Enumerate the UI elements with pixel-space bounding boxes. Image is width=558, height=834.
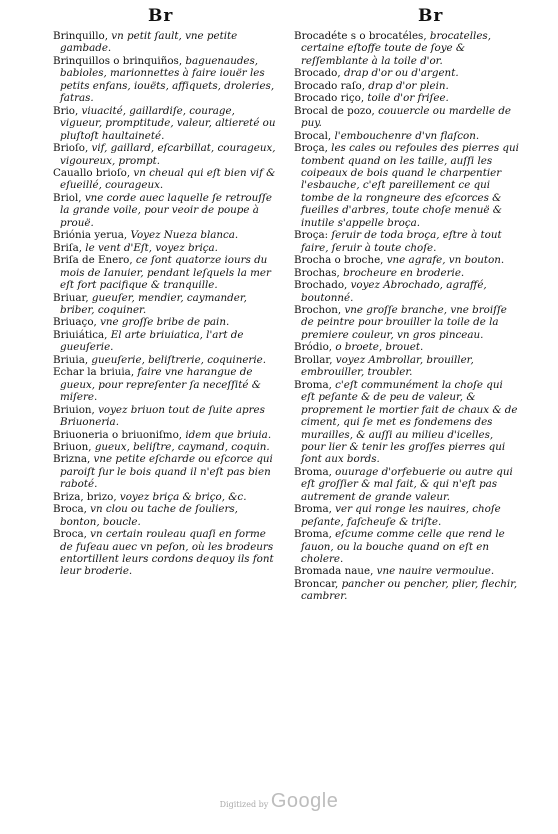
dictionary-entry bbox=[53, 229, 277, 241]
dictionary-entry bbox=[294, 565, 520, 577]
entry-definition: voyez briça & briço, &c. bbox=[119, 490, 247, 503]
entry-definition: c'eſt communément la choſe qui eſt peſante & de peu de valeur, & proprement le mortier fait de chaux & de ciment, qui ſe met es fondemens des murailles, & auſſi au milieu d'icelles, pour lier & tenir les groſſes pierres qui ſont aux bords. bbox=[301, 378, 518, 466]
entry-headword: Brocha o broche, bbox=[294, 254, 384, 267]
entry-headword: Brocado riço, bbox=[294, 92, 365, 105]
dictionary-entry bbox=[294, 354, 520, 379]
right-running-head: Br bbox=[418, 6, 444, 26]
entry-headword: Broma, bbox=[294, 528, 332, 541]
dictionary-entry bbox=[294, 105, 520, 130]
entry-headword: Brocadéte s o brocatéles, bbox=[294, 30, 427, 42]
left-running-head: Br bbox=[148, 6, 174, 26]
entry-definition: baguenaudes, babioles, marionnettes à faire iouër les petits enfans, iouëts, affiquets, droleries, fatras. bbox=[60, 54, 275, 105]
entry-headword: Brochas, bbox=[294, 266, 340, 279]
entry-headword: Briuia, bbox=[53, 353, 89, 366]
entry-headword: Briſa de Enero, bbox=[53, 254, 133, 267]
entry-definition: vne agrafe, vn bouton. bbox=[386, 254, 505, 267]
entry-headword: Broma, bbox=[294, 465, 332, 478]
dictionary-entry bbox=[53, 503, 277, 528]
entry-headword: Bromada naue, bbox=[294, 565, 374, 578]
entry-definition: brocheure en broderie. bbox=[343, 266, 465, 279]
entry-headword: Briuion, bbox=[53, 403, 95, 416]
entry-definition: voyez briuon tout de ſuite apres Briuoneria. bbox=[60, 403, 265, 429]
entry-definition: couuercle ou mardelle de puy. bbox=[301, 104, 512, 130]
entry-headword: Echar la briuia, bbox=[53, 366, 135, 379]
entry-headword: Briza, brizo, bbox=[53, 490, 117, 503]
dictionary-entry bbox=[53, 192, 277, 229]
entry-headword: Cauallo brioſo, bbox=[53, 166, 131, 179]
dictionary-entry bbox=[294, 80, 520, 92]
dictionary-entry bbox=[53, 242, 277, 254]
entry-headword: Broma, bbox=[294, 378, 332, 391]
entry-headword: Briuoneria o briuoniſmo, bbox=[53, 428, 183, 441]
entry-headword: Brocal de pozo, bbox=[294, 104, 375, 117]
dictionary-entry bbox=[53, 404, 277, 429]
entry-headword: Broncar, bbox=[294, 577, 339, 590]
entry-definition: vne petite eſcharde ou eſcorce qui paroiſt ſur le bois quand il n'eſt pas bien raboté. bbox=[60, 453, 273, 491]
dictionary-entry bbox=[294, 279, 520, 304]
entry-definition: ce ſont quatorze iours du mois de Ianuier, pendant leſquels la mer eſt fort pacifique & tranquille. bbox=[60, 254, 271, 292]
entry-headword: Bródio, bbox=[294, 341, 333, 354]
entry-headword: Brocado, bbox=[294, 67, 341, 80]
entry-definition: faire vne harangue de gueux, pour repreſenter ſa neceſſité & miſere. bbox=[60, 366, 261, 404]
entry-headword: Briuiática, bbox=[53, 328, 108, 341]
entry-headword: Brioſo, bbox=[53, 142, 89, 155]
entry-headword: Broma, bbox=[294, 503, 332, 516]
entry-headword: Brocal, bbox=[294, 129, 332, 142]
entry-definition: El arte briuiatica, l'art de gueuſerie. bbox=[60, 328, 244, 354]
entry-headword: Brizna, bbox=[53, 453, 91, 466]
entry-definition: ouurage d'orfebuerie ou autre qui eſt groſſier & mal fait, & qui n'eſt pas autrement de grande valeur. bbox=[301, 465, 513, 503]
entry-definition: gueuſer, mendier, caymander, briber, coquiner. bbox=[60, 291, 247, 316]
entry-definition: vn certain rouleau quaſi en forme de fuſeau auec vn peſon, où les brodeurs entortillent leurs cordons dequoy ils font leur broderie. bbox=[60, 528, 274, 578]
entry-definition: vne groſſe bribe de pain. bbox=[100, 316, 230, 329]
entry-definition: voyez Abrochado, agraffé, boutonné. bbox=[301, 279, 487, 304]
left-column bbox=[53, 30, 277, 578]
entry-definition: vn cheual qui eſt bien vif & eſueillé, courageux. bbox=[60, 166, 276, 192]
entry-definition: vne corde auec laquelle ſe retrouſſe la grande voile, pour veoir de poupe à prouë. bbox=[60, 191, 272, 229]
dictionary-entry bbox=[53, 429, 277, 441]
dictionary-entry bbox=[53, 55, 277, 105]
entry-definition: eſcume comme celle que rend le ſauon, ou la bouche quand on eſt en cholere. bbox=[301, 528, 505, 566]
dictionary-entry bbox=[294, 130, 520, 142]
entry-definition: ver qui ronge les nauires, choſe peſante, faſcheuſe & triſte. bbox=[301, 503, 501, 528]
dictionary-entry bbox=[294, 304, 520, 341]
digitized-label: Digitized by bbox=[219, 800, 269, 809]
entry-headword: Briuaço, bbox=[53, 316, 97, 329]
dictionary-entry bbox=[294, 466, 520, 503]
entry-headword: Brinquillos o brinquiños, bbox=[53, 54, 183, 67]
dictionary-entry bbox=[294, 578, 520, 603]
entry-definition: idem que briuia. bbox=[185, 428, 272, 441]
dictionary-entry bbox=[294, 503, 520, 528]
dictionary-entry bbox=[294, 30, 520, 67]
google-logo: Google bbox=[270, 790, 339, 812]
entry-headword: Briónia yerua, bbox=[53, 229, 128, 242]
entry-headword: Broça, bbox=[294, 142, 328, 155]
entry-definition: vn petit ſault, vne petite gambade. bbox=[60, 30, 238, 55]
entry-headword: Briſa, bbox=[53, 241, 83, 254]
entry-definition: vn clou ou tache de ſouliers, bonton, boucle. bbox=[60, 503, 238, 528]
entry-definition: le vent d'Eſt, voyez briça. bbox=[85, 241, 218, 254]
dictionary-entry bbox=[53, 142, 277, 167]
entry-definition: o broete, brouet. bbox=[335, 341, 424, 354]
dictionary-entry bbox=[294, 229, 520, 254]
dictionary-entry bbox=[294, 528, 520, 565]
dictionary-entry bbox=[53, 528, 277, 578]
dictionary-entry bbox=[294, 67, 520, 79]
entry-headword: Broca, bbox=[53, 528, 87, 541]
dictionary-entry bbox=[53, 292, 277, 317]
dictionary-entry bbox=[294, 92, 520, 104]
right-column bbox=[294, 30, 520, 603]
entry-definition: toile d'or friſee. bbox=[367, 92, 449, 105]
dictionary-entry bbox=[53, 453, 277, 490]
entry-headword: Briuar, bbox=[53, 291, 89, 304]
dictionary-entry bbox=[53, 354, 277, 366]
dictionary-entry bbox=[53, 30, 277, 55]
entry-definition: brocatelles, certaine eſtoffe toute de ſoye & reſſemblante à la toile d'or. bbox=[301, 30, 491, 67]
dictionary-entry bbox=[53, 105, 277, 142]
entry-definition: les cales ou refoules des pierres qui tombent quand on les taille, auſſi les coipeaux de bois quand le charpentier l'esbauche, c'eſt pareillement ce qui tombe de la rongneure des eſcorces & fueilles d'arbres, toute choſe menuë & inutile s'appelle broça. bbox=[301, 142, 519, 229]
entry-headword: Brochon, bbox=[294, 303, 342, 316]
dictionary-entry bbox=[294, 254, 520, 266]
entry-headword: Brollar, bbox=[294, 353, 333, 366]
entry-headword: Brio, bbox=[53, 104, 79, 117]
entry-headword: Briol, bbox=[53, 191, 82, 204]
entry-definition: drap d'or ou d'argent. bbox=[343, 67, 459, 80]
entry-headword: Brochado, bbox=[294, 279, 348, 292]
dictionary-entry bbox=[53, 491, 277, 503]
dictionary-entry bbox=[294, 267, 520, 279]
dictionary-entry bbox=[53, 254, 277, 291]
entry-headword: Brinquillo, bbox=[53, 30, 108, 42]
dictionary-entry bbox=[53, 366, 277, 403]
dictionary-entry bbox=[53, 167, 277, 192]
entry-definition: ſeruir de toda broça, eſtre à tout faire, ſeruir à toute choſe. bbox=[301, 229, 502, 254]
entry-definition: voyez Ambrollar, brouiller, embrouiller, troubler. bbox=[301, 353, 474, 379]
dictionary-entry bbox=[53, 316, 277, 328]
dictionary-entry bbox=[53, 329, 277, 354]
entry-definition: vne nauire vermoulue. bbox=[376, 565, 495, 578]
entry-definition: pancher ou pencher, plier, flechir, cambrer. bbox=[301, 577, 518, 603]
entry-headword: Brocado raſo, bbox=[294, 79, 366, 92]
entry-definition: vif, gaillard, eſcarbillat, courageux, vigoureux, prompt. bbox=[60, 142, 276, 167]
entry-definition: gueuſerie, beliſtrerie, coquinerie. bbox=[91, 353, 266, 366]
dictionary-entry bbox=[294, 142, 520, 229]
dictionary-entry bbox=[294, 379, 520, 466]
entry-headword: Broça: bbox=[294, 229, 329, 242]
dictionary-entry bbox=[294, 341, 520, 353]
entry-headword: Broca, bbox=[53, 503, 87, 516]
entry-definition: drap d'or plein. bbox=[368, 79, 449, 92]
entry-definition: Voyez Nueza blanca. bbox=[130, 229, 239, 242]
digitized-footer bbox=[0, 790, 558, 813]
entry-definition: gueux, beliſtre, caymand, coquin. bbox=[94, 440, 270, 453]
entry-definition: l'embouchenre d'vn flaſcon. bbox=[334, 129, 480, 142]
dictionary-entry bbox=[53, 441, 277, 453]
entry-headword: Briuon, bbox=[53, 440, 92, 453]
entry-definition: vne groſſe branche, vne broiſſe de peintre pour brouiller la toile de la premiere couleur, vn gros pinceau. bbox=[301, 303, 507, 341]
entry-definition: viuacité, gaillardiſe, courage, vigueur, promptitude, valeur, altiereté ou pluſtoſt haultaineté. bbox=[60, 104, 276, 142]
